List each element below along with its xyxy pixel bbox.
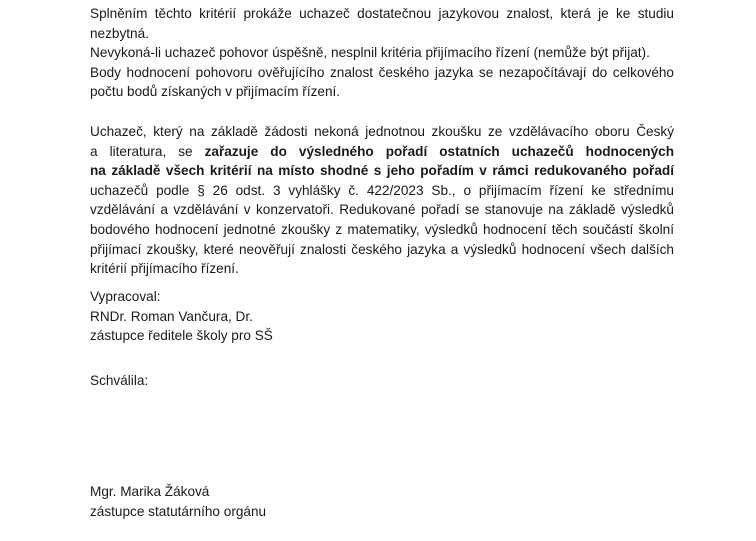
paragraph-line: uchazečů podle § 26 odst. 3 vyhlášky č. 422/2023 Sb., o přijímacím řízení ke střednímu bbox=[90, 182, 674, 198]
paragraph-line: nezbytná. bbox=[90, 25, 149, 41]
paragraph-line bbox=[90, 142, 674, 162]
prepared-by-role: zástupce ředitele školy pro SŠ bbox=[90, 328, 273, 344]
paragraph-line bbox=[90, 161, 674, 181]
prepared-by-label: Vypracoval: bbox=[90, 289, 161, 304]
paragraph-language-criteria bbox=[90, 4, 674, 102]
paragraph-line: Splněním těchto kritérií prokáže uchazeč dostatečnou jazykovou znalost, která je ke studiu bbox=[90, 6, 674, 21]
prepared-by-name: RNDr. Roman Vančura, Dr. bbox=[90, 308, 253, 324]
text-run: a literatura, se bbox=[90, 143, 205, 159]
paragraph-line: bodového hodnocení jednotné zkoušky z matematiky, výsledků hodnocení těch součástí školní bbox=[90, 221, 674, 237]
paragraph-line: vzdělávání a vzdělávání v konzervatoři. Redukované pořadí se stanovuje na základě výsledků bbox=[90, 202, 674, 218]
paragraph-line: Body hodnocení pohovoru ověřujícího znalost českého jazyka se nezapočítávají do celkového bbox=[90, 64, 674, 80]
approved-by-block bbox=[90, 371, 674, 391]
paragraph-line: počtu bodů získaných v přijímacím řízení. bbox=[90, 84, 341, 100]
prepared-by-block bbox=[90, 287, 674, 346]
bold-text-run: na základě všech kritérií na místo shodné s jeho pořadím v rámci redukovaného pořadí bbox=[90, 163, 674, 179]
approver-block bbox=[90, 482, 674, 521]
paragraph-line: přijímací zkoušky, které neověřují znalosti českého jazyka a výsledků hodnocení všech dalších bbox=[90, 241, 674, 257]
approver-name: Mgr. Marika Žáková bbox=[90, 484, 210, 499]
paragraph-line: kritérií přijímacího řízení. bbox=[90, 261, 239, 277]
paragraph-ranking-rules bbox=[90, 122, 674, 279]
approved-by-label: Schválila: bbox=[90, 373, 149, 388]
approver-role: zástupce statutárního orgánu bbox=[90, 503, 267, 519]
paragraph-line: Uchazeč, který na základě žádosti nekoná jednotnou zkoušku ze vzdělávacího oboru Český bbox=[90, 124, 674, 139]
paragraph-line: Nevykoná-li uchazeč pohovor úspěšně, nesplnil kritéria přijímacího řízení (nemůže být přijat). bbox=[90, 45, 650, 61]
bold-text-run: zařazuje do výsledného pořadí ostatních uchazečů hodnocených bbox=[204, 143, 674, 159]
